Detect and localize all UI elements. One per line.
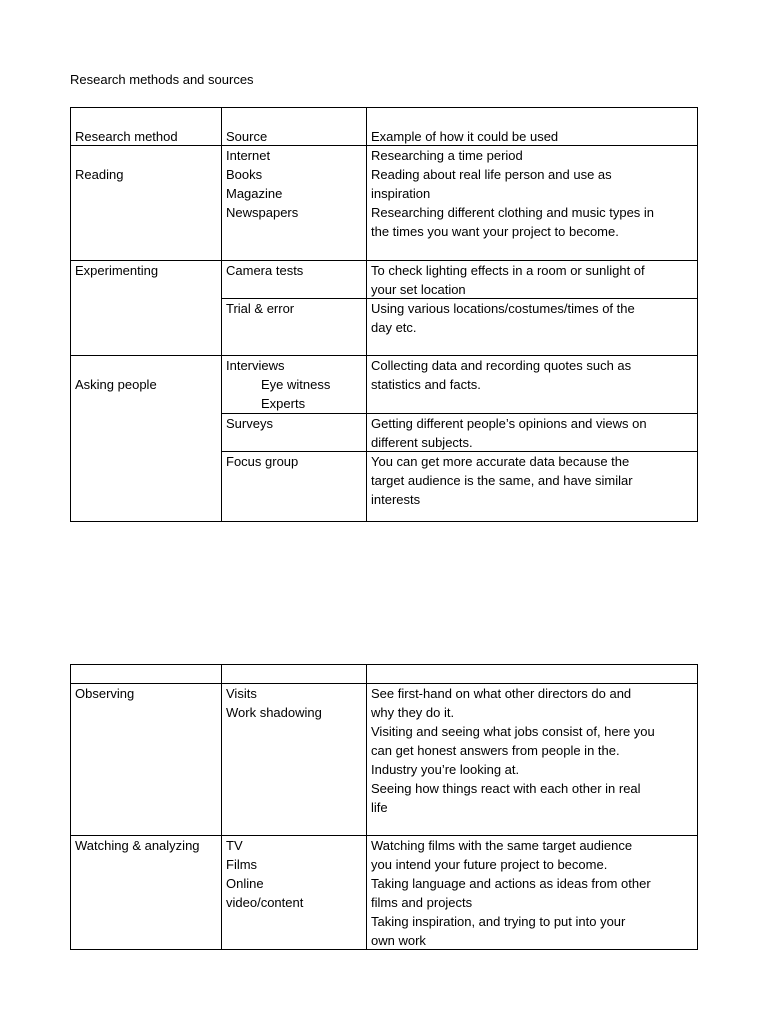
- example-line: Collecting data and recording quotes such as: [371, 358, 632, 373]
- example-line: You can get more accurate data because the: [371, 454, 630, 469]
- example-line: Researching different clothing and music types in: [371, 205, 655, 220]
- example-line: different subjects.: [371, 435, 473, 450]
- example-line: you intend your future project to become.: [371, 857, 608, 872]
- example-line: the times you want your project to become.: [371, 224, 619, 239]
- example-line: Taking language and actions as ideas from other: [371, 876, 651, 891]
- header-method: Research method: [75, 129, 178, 144]
- example-line: why they do it.: [371, 705, 455, 720]
- header-example: Example of how it could be used: [371, 129, 559, 144]
- example-surveys: [366, 414, 652, 452]
- method-watching-analyzing: Watching & analyzing: [75, 838, 200, 853]
- source-item: Magazine: [226, 186, 283, 201]
- example-line: Taking inspiration, and trying to put into your: [371, 914, 626, 929]
- sources-reading: [221, 146, 303, 222]
- example-line: Visiting and seeing what jobs consist of, here you: [371, 724, 655, 739]
- sources-watching: [221, 836, 308, 912]
- source-subitem: Eye witness: [261, 377, 331, 392]
- source-trial-error: Trial & error: [226, 301, 295, 316]
- example-line: own work: [371, 933, 426, 948]
- example-line: films and projects: [371, 895, 473, 910]
- source-item: Internet: [226, 148, 271, 163]
- examples-watching: [366, 836, 656, 950]
- page-title: Research methods and sources: [70, 72, 254, 87]
- source-item: TV: [226, 838, 243, 853]
- method-experimenting: Experimenting: [75, 263, 159, 278]
- table-border: [70, 664, 698, 665]
- example-line: day etc.: [371, 320, 417, 335]
- example-line: interests: [371, 492, 421, 507]
- example-line: Seeing how things react with each other in real: [371, 781, 641, 796]
- example-line: inspiration: [371, 186, 431, 201]
- source-focus-group: Focus group: [226, 454, 299, 469]
- example-line: Researching a time period: [371, 148, 523, 163]
- method-reading: Reading: [75, 167, 124, 182]
- source-item: Films: [226, 857, 258, 872]
- example-line: Getting different people’s opinions and views on: [371, 416, 647, 431]
- example-line: target audience is the same, and have similar: [371, 473, 633, 488]
- examples-reading: [366, 146, 659, 241]
- table-border: [70, 664, 71, 950]
- source-interviews: [221, 356, 335, 413]
- example-line: Using various locations/costumes/times of the: [371, 301, 635, 316]
- example-line: your set location: [371, 282, 466, 297]
- example-line: To check lighting effects in a room or sunlight of: [371, 263, 645, 278]
- example-trial-error: [366, 299, 640, 337]
- method-observing: Observing: [75, 686, 135, 701]
- example-line: See first-hand on what other directors do and: [371, 686, 632, 701]
- method-asking-people: Asking people: [75, 377, 157, 392]
- example-line: statistics and facts.: [371, 377, 481, 392]
- source-item: Visits: [226, 686, 257, 701]
- source-surveys: Surveys: [226, 416, 273, 431]
- table-border: [697, 107, 698, 522]
- table-border: [697, 664, 698, 950]
- example-line: Watching films with the same target audience: [371, 838, 633, 853]
- example-interviews: [366, 356, 636, 394]
- header-source: Source: [226, 129, 268, 144]
- source-subitem: Experts: [261, 396, 306, 411]
- table-border: [70, 521, 698, 522]
- source-item: Interviews: [226, 358, 285, 373]
- example-line: can get honest answers from people in the.: [371, 743, 620, 758]
- source-item: Online: [226, 876, 264, 891]
- example-line: Industry you’re looking at.: [371, 762, 520, 777]
- source-camera-tests: Camera tests: [226, 263, 304, 278]
- examples-observing: [366, 684, 660, 817]
- example-focus-group: [366, 452, 638, 509]
- source-item: Work shadowing: [226, 705, 322, 720]
- source-item: Newspapers: [226, 205, 299, 220]
- example-camera-tests: [366, 261, 650, 299]
- source-item: Books: [226, 167, 263, 182]
- sources-observing: [221, 684, 327, 722]
- source-item: video/content: [226, 895, 304, 910]
- example-line: life: [371, 800, 388, 815]
- table-border: [70, 107, 698, 108]
- example-line: Reading about real life person and use as: [371, 167, 612, 182]
